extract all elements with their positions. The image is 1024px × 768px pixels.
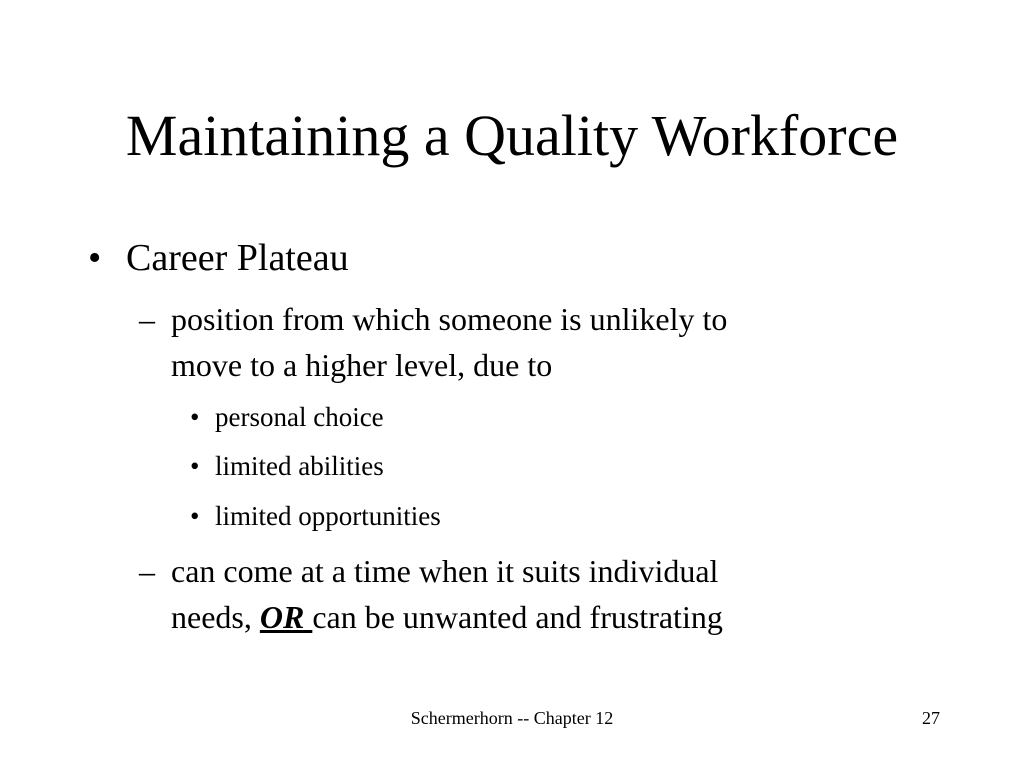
timing-line-1: can come at a time when it suits individual	[171, 553, 719, 589]
sub-bullet-definition-text	[171, 296, 727, 388]
timing-line-2-start: needs,	[171, 599, 260, 635]
sub-bullet-timing-text	[171, 548, 723, 640]
bullet-dot-icon: •	[190, 402, 200, 432]
footer-chapter: Schermerhorn -- Chapter 12	[410, 708, 614, 728]
definition-line-1: position from which someone is unlikely to	[171, 301, 728, 337]
bullet-dot-icon: •	[190, 451, 200, 481]
slide-title: Maintaining a Quality Workforce	[125, 103, 899, 168]
reason-item-text: limited opportunities	[215, 501, 441, 531]
bullet-dot-icon: •	[88, 237, 102, 279]
reason-item-text: personal choice	[215, 402, 384, 432]
timing-line-2-end: can be unwanted and frustrating	[312, 599, 723, 635]
reason-item-text: limited abilities	[215, 451, 384, 481]
page-number: 27	[922, 708, 940, 728]
bullet-career-plateau-text: Career Plateau	[126, 237, 349, 279]
dash-icon: –	[139, 301, 155, 337]
bullet-dot-icon: •	[190, 501, 200, 531]
dash-icon: –	[139, 553, 155, 589]
definition-line-2: move to a higher level, due to	[171, 347, 553, 383]
emphasis-or: OR	[259, 599, 313, 635]
